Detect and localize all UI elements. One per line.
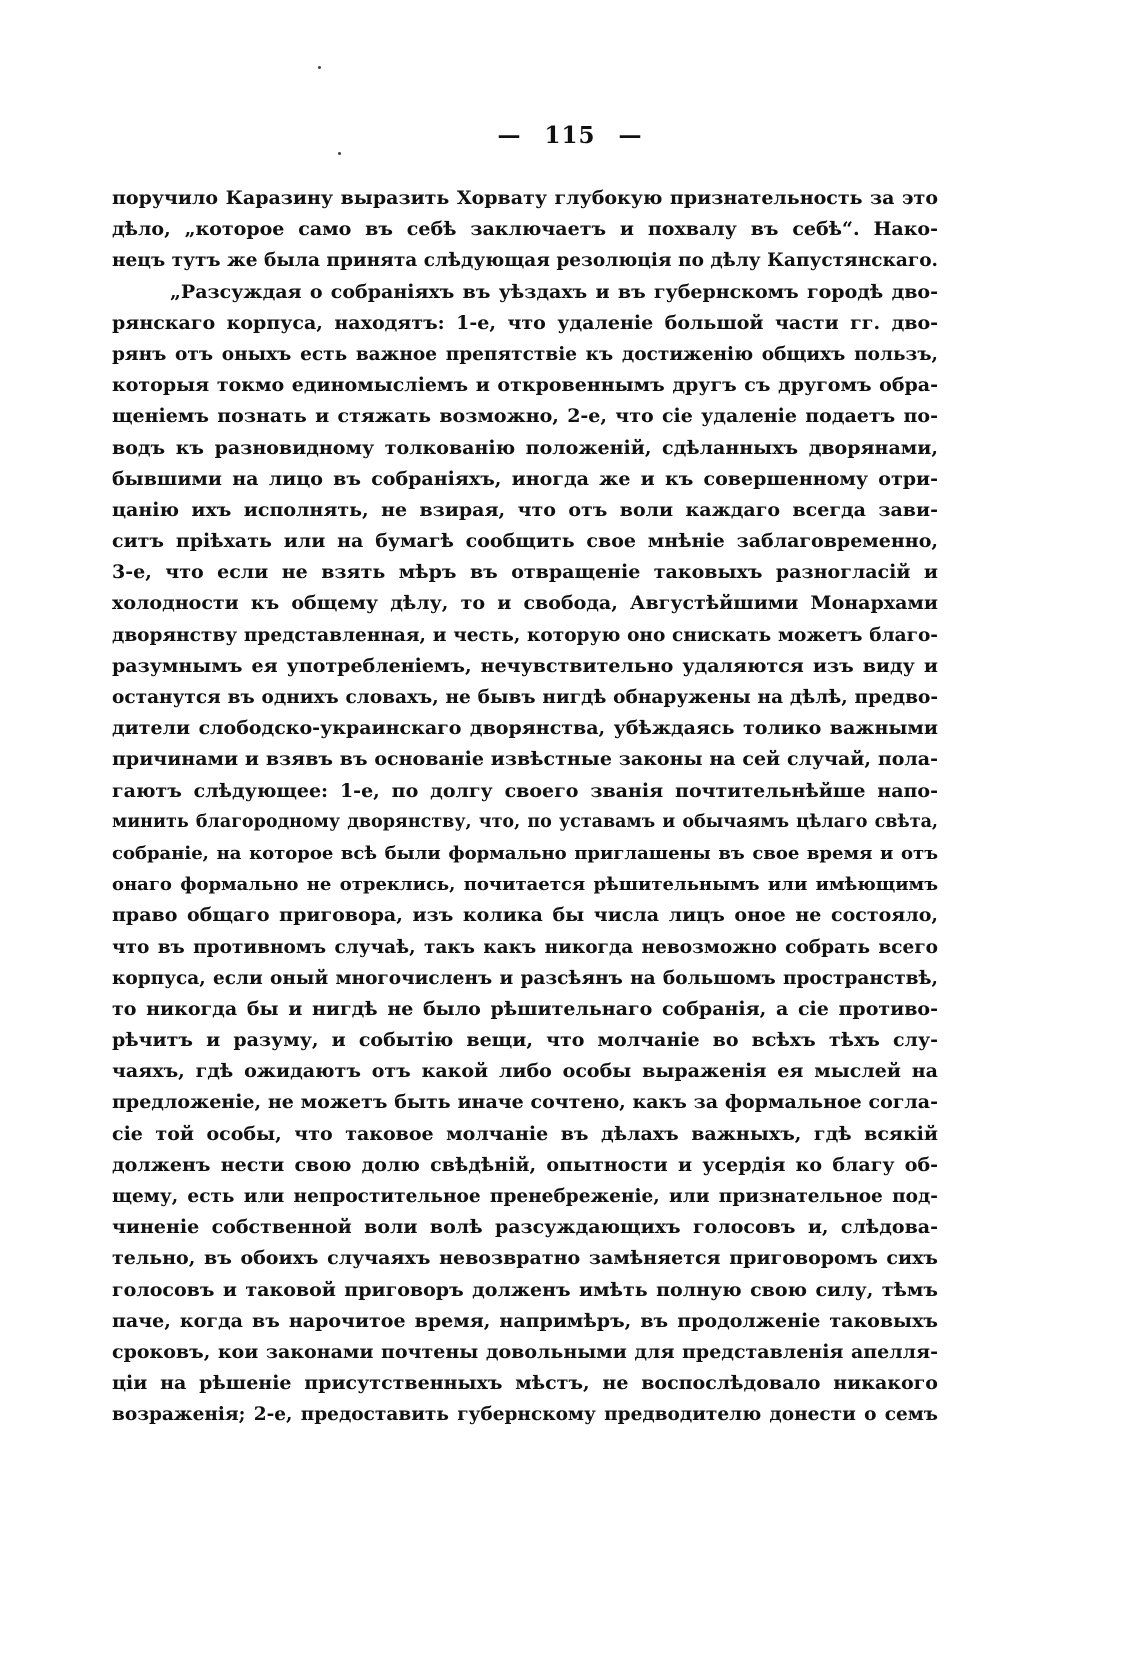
text-line: дители слободско-украинскаго дворянства, убѣждаясь толико важными xyxy=(112,717,938,740)
text-line: сроковъ, кои законами почтены довольными для представленія апелля- xyxy=(112,1340,938,1363)
text-line: что въ противномъ случаѣ, такъ какъ никогда невозможно собрать всего xyxy=(112,936,938,958)
text-line: водъ къ разновидному толкованію положеній, сдѣланныхъ дворянами, xyxy=(112,436,938,459)
text-line: долженъ нести свою долю свѣдѣній, опытности и усердія ко благу об- xyxy=(112,1153,938,1176)
text-line: сіе той особы, что таковое молчаніе въ дѣлахъ важныхъ, гдѣ всякій xyxy=(112,1122,938,1145)
page-number-dash-left: — xyxy=(497,122,522,149)
text-line: чаяхъ, гдѣ ожидаютъ отъ какой либо особы выраженія ея мыслей на xyxy=(112,1060,938,1083)
text-line: предложеніе, не можетъ быть иначе сочтено, какъ за формальное согла- xyxy=(112,1091,938,1114)
text-line: тельно, въ обоихъ случаяхъ невозвратно замѣняется приговоромъ сихъ xyxy=(112,1247,938,1270)
text-line: ціи на рѣшеніе присутственныхъ мѣстъ, не воспослѣдовало никакого xyxy=(112,1372,938,1395)
text-line: останутся въ однихъ словахъ, не бывъ нигдѣ обнаружены на дѣлѣ, предво- xyxy=(112,687,938,708)
scan-speck xyxy=(338,152,341,155)
page-number-dash-right: — xyxy=(618,122,643,149)
text-line: 3-е, что если не взять мѣръ въ отвращеніе таковыхъ разногласій и xyxy=(112,561,938,584)
text-line: чиненіе собственной воли волѣ разсуждающихъ голосовъ и, слѣдова- xyxy=(112,1216,938,1239)
text-line: гаютъ слѣдующее: 1-е, по долгу своего званія почтительнѣйше напо- xyxy=(112,779,938,802)
page-number-value: 115 xyxy=(544,122,596,149)
text-line: щему, есть или непростительное пренебреженіе, или признательное под- xyxy=(112,1186,938,1207)
text-line: рянскаго корпуса, находятъ: 1-е, что удаленіе большой части гг. дво- xyxy=(112,311,938,334)
text-line: причинами и взявъ въ основаніе извѣстные законы на сей случай, пола- xyxy=(112,748,938,771)
text-line: бывшими на лицо въ собраніяхъ, иногда же и къ совершенному отри- xyxy=(112,467,938,490)
text-line: онаго формально не отреклись, почитается рѣшительнымъ или имѣющимъ xyxy=(112,874,938,896)
text-line: минить благородному дворянству, что, по уставамъ и обычаямъ цѣлаго свѣта, xyxy=(112,811,938,832)
text-line: нецъ тутъ же была принята слѣдующая резолюція по дѣлу Капустянскаго. xyxy=(112,250,938,272)
text-line: поручило Каразину выразить Хорвату глубокую признательность за это xyxy=(112,187,938,209)
text-line: право общаго приговора, изъ колика бы числа лицъ оное не состояло, xyxy=(112,904,938,927)
body-text xyxy=(112,183,938,1431)
text-line: паче, когда въ нарочитое время, напримѣръ, въ продолженіе таковыхъ xyxy=(112,1309,938,1332)
text-line: то никогда бы и нигдѣ не было рѣшительнаго собранія, а сіе противо- xyxy=(112,997,938,1020)
text-line: которыя токмо единомысліемъ и откровеннымъ другъ съ другомъ обра- xyxy=(112,374,938,397)
text-line: дѣло, „которое само въ себѣ заключаетъ и похвалу въ себѣ“. Нако- xyxy=(112,218,938,241)
text-line: возраженія; 2-е, предоставить губернскому предводителю донести о семъ xyxy=(112,1404,938,1426)
text-line: „Разсуждая о собраніяхъ въ уѣздахъ и въ губернскомъ городѣ дво- xyxy=(170,280,938,303)
text-line: рѣчитъ и разуму, и событію вещи, что молчаніе во всѣхъ тѣхъ слу- xyxy=(112,1029,938,1052)
text-line: рянъ отъ оныхъ есть важное препятствіе къ достиженію общихъ пользъ, xyxy=(112,343,938,365)
text-line: ситъ пріѣхать или на бумагѣ сообщить свое мнѣніе заблаговременно, xyxy=(112,530,938,553)
text-line: дворянству представленная, и честь, которую оно снискать можетъ благо- xyxy=(112,624,938,646)
text-line: собраніе, на которое всѣ были формально приглашены въ свое время и отъ xyxy=(112,842,938,864)
scan-speck xyxy=(318,66,321,69)
text-line: голосовъ и таковой приговоръ долженъ имѣть полную свою силу, тѣмъ xyxy=(112,1278,938,1301)
text-line: цанію ихъ исполнять, не взирая, что отъ воли каждаго всегда зави- xyxy=(112,498,938,521)
page-number xyxy=(0,122,1140,149)
text-line: щеніемъ познать и стяжать возможно, 2-е, что сіе удаленіе подаетъ по- xyxy=(112,405,938,428)
text-line: холодности къ общему дѣлу, то и свобода, Августѣйшими Монархами xyxy=(112,592,938,615)
text-line: разумнымъ ея употребленіемъ, нечувствительно удаляются изъ виду и xyxy=(112,654,938,677)
text-line: корпуса, если оный многочисленъ и разсѣянъ на большомъ пространствѣ, xyxy=(112,967,938,989)
